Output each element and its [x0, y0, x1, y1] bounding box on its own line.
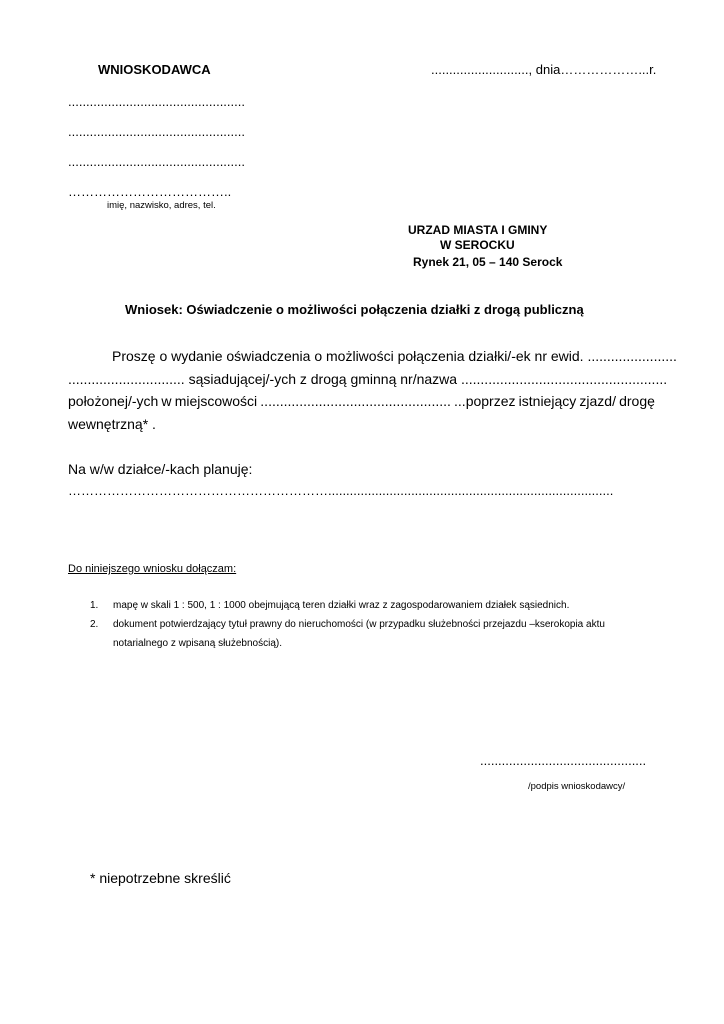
request-line-2-dots-b: ..................................................... [460, 370, 668, 387]
applicant-heading: WNIOSKODAWCA [98, 62, 211, 77]
plan-label: Na w/w działce/-kach planuję: [68, 461, 253, 477]
request-line-2-dots: .............................. [68, 370, 185, 387]
applicant-line-1: ................................................. [68, 94, 245, 109]
request-dots: ................................................. [260, 393, 451, 409]
recipient-line-2: W SEROCKU [440, 238, 515, 252]
place-date-field: ..........................., dnia………………...r. [431, 62, 657, 77]
footnote: * niepotrzebne skreślić [90, 870, 231, 886]
document-subject: Wniosek: Oświadczenie o możliwości połączenia działki z drogą publiczną [125, 302, 584, 317]
applicant-line-2: ................................................. [68, 124, 245, 139]
applicant-line-4: ……………………………….. [68, 184, 232, 199]
attachment-item-2-cont: notarialnego z wpisaną służebnością). [113, 638, 282, 649]
applicant-line-3: ................................................. [68, 154, 245, 169]
request-line-1: Proszę o wydanie oświadczenia o możliwości połączenia działki/-ek nr ewid. ....................... [112, 348, 677, 364]
signature-line: .............................................. [480, 753, 647, 768]
request-word: drogę [619, 393, 655, 409]
signature-caption: /podpis wnioskodawcy/ [528, 781, 626, 792]
attachment-item-1: mapę w skali 1 : 500, 1 : 1000 obejmującą teren działki wraz z zagospodarowaniem działek sąsiednich. [113, 600, 570, 611]
request-line-3 [68, 390, 655, 413]
recipient-line-1: URZAD MIASTA I GMINY [408, 223, 548, 237]
request-word: położonej/-ych [68, 393, 159, 409]
request-word: istniejący [518, 393, 577, 409]
plan-line: ……………………………………………………............................................................................... [68, 483, 614, 498]
attachment-number: 2. [90, 619, 99, 630]
attachment-number: 1. [90, 600, 99, 611]
request-word: zjazd/ [579, 393, 616, 409]
request-word: w [161, 393, 172, 409]
recipient-line-3: Rynek 21, 05 – 140 Serock [413, 255, 563, 269]
request-line-2 [68, 368, 668, 391]
attachments-title: Do niniejszego wniosku dołączam: [68, 563, 237, 575]
attachment-item-2: dokument potwierdzający tytuł prawny do nieruchomości (w przypadku służebności przejazdu –kserokopia aktu [113, 619, 605, 630]
request-paragraph [68, 345, 677, 435]
request-line-2-text: sąsiadującej/-ych z drogą gminną nr/nazwa [188, 370, 458, 387]
applicant-caption: imię, nazwisko, adres, tel. [107, 200, 216, 211]
request-word: ...poprzez [454, 393, 516, 409]
request-line-4: wewnętrzną* . [68, 415, 156, 432]
request-word: miejscowości [174, 393, 258, 409]
